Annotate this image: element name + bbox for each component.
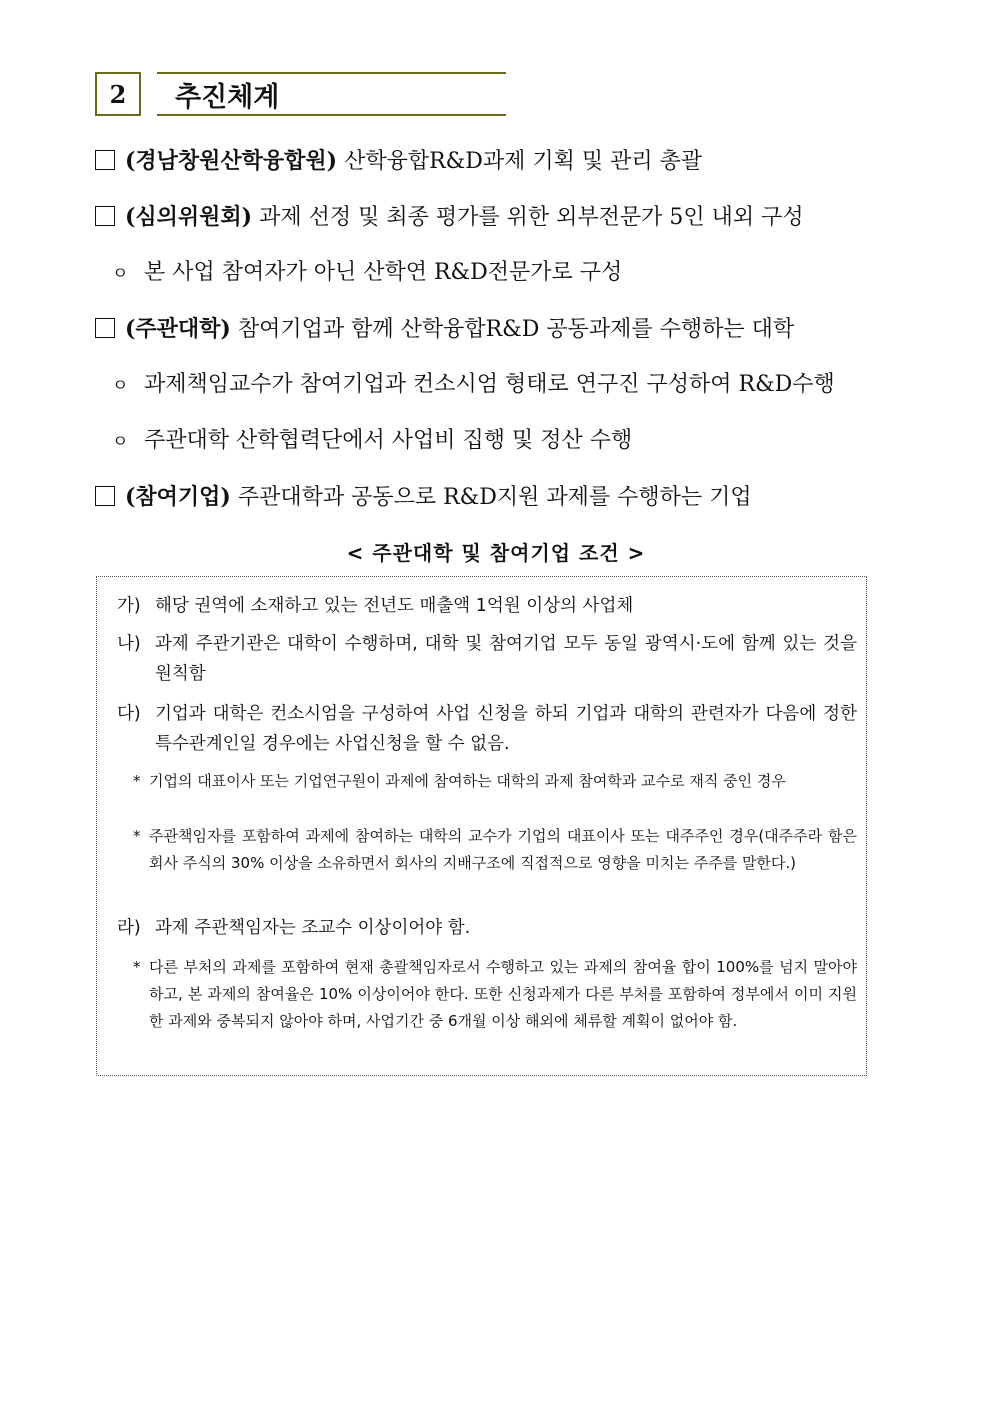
condition-text: 과제 주관기관은 대학이 수행하며, 대학 및 참여기업 모두 동일 광역시·도에 함께 있는 것을 원칙함 [155,634,857,684]
condition-text: 해당 권역에 소재하고 있는 전년도 매출액 1억원 이상의 사업체 [155,596,634,616]
bullet-text: 산학융합R&D과제 기획 및 관리 총괄 [337,149,703,174]
sub-item [112,258,622,289]
asterisk-icon: * [133,827,141,845]
bullet-text: 참여기업과 함께 산학융합R&D 공동과제를 수행하는 대학 [230,317,795,342]
bullet-item [95,482,752,513]
sub-item-text: 본 사업 참여자가 아닌 산학연 R&D전문가로 구성 [144,260,623,285]
bullet-label: (경남창원산학융합원) [125,148,338,174]
condition-item [117,629,857,689]
condition-note [133,823,857,904]
asterisk-icon: * [133,958,141,976]
condition-note-text: 기업의 대표이사 또는 기업연구원이 과제에 참여하는 대학의 과제 참여학과 교수로 재직 중인 경우 [149,772,786,790]
sub-item [112,426,632,457]
conditions-box [96,576,867,1076]
square-bullet-icon [95,206,115,226]
condition-label: 다) [117,704,141,724]
condition-note [133,768,857,822]
circle-bullet-icon: ㅇ [112,432,129,452]
circle-bullet-icon: ㅇ [112,376,129,396]
bullet-label: (참여기업) [125,484,231,510]
condition-item [117,913,857,943]
sub-item-text: 주관대학 산학협력단에서 사업비 집행 및 정산 수행 [144,428,633,453]
bullet-item [95,202,804,233]
condition-note [133,954,857,1064]
bullet-text: 주관대학과 공동으로 R&D지원 과제를 수행하는 기업 [230,485,752,510]
square-bullet-icon [95,486,115,506]
condition-label: 라) [117,918,141,938]
condition-text: 기업과 대학은 컨소시엄을 구성하여 사업 신청을 하되 기업과 대학의 관련자가 다음에 정한 특수관계인일 경우에는 사업신청을 할 수 없음. [155,704,857,754]
condition-note-text: 주관책임자를 포함하여 과제에 참여하는 대학의 교수가 기업의 대표이사 또는 대주주인 경우(대주주라 함은 회사 주식의 30% 이상을 소유하면서 회사의 지배구조에 직접적으로 영향을 미치는 주주를 말한다.) [149,827,857,872]
circle-bullet-icon: ㅇ [112,264,129,284]
conditions-title: < 주관대학 및 참여기업 조건 > [346,541,646,565]
bullet-item [95,146,702,177]
sub-item [112,370,835,401]
bullet-item [95,314,794,345]
bullet-label: (주관대학) [125,316,231,342]
bullet-text: 과제 선정 및 최종 평가를 위한 외부전문가 5인 내외 구성 [252,205,804,230]
section-title-frame [157,72,506,116]
bullet-label: (심의위원회) [125,204,253,230]
condition-note-text: 다른 부처의 과제를 포함하여 현재 총괄책임자로서 수행하고 있는 과제의 참여율 합이 100%를 넘지 말아야 하고, 본 과제의 참여율은 10% 이상이어야 한다. 또한 신청과제가 다른 부처를 포함하여 정부에서 이미 지원한 과제와 중복되지 않아야 하며, 사업기간 중 6개월 이상 해외에 체류할 계획이 없어야 함. [149,958,857,1030]
section-number: 2 [95,72,141,116]
asterisk-icon: * [133,772,141,790]
square-bullet-icon [95,318,115,338]
square-bullet-icon [95,150,115,170]
condition-label: 나) [117,634,141,654]
condition-text: 과제 주관책임자는 조교수 이상이어야 함. [155,918,471,938]
condition-label: 가) [117,596,141,616]
section-header [95,72,506,118]
condition-item [117,591,857,621]
sub-item-text: 과제책임교수가 참여기업과 컨소시엄 형태로 연구진 구성하여 R&D수행 [144,372,835,397]
condition-item [117,699,857,759]
section-title: 추진체계 [175,82,280,113]
